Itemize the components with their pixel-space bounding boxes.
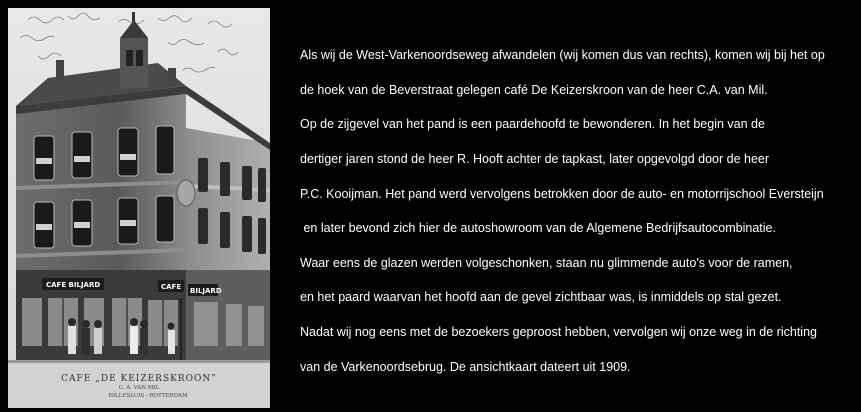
description-line: P.C. Kooijman. Het pand werd vervolgens betrokken door de auto- en motorrijschool Eversteijn: [300, 186, 824, 201]
description-line: Waar eens de glazen werden volgeschonken, staan nu glimmende auto's voor de ramen,: [300, 255, 793, 270]
caption-main: CAFE „DE KEIZERSKROON”: [61, 374, 217, 384]
description-line: Op de zijgevel van het pand is een paardehoofd te bewonderen. In het begin van de: [300, 117, 765, 132]
description-text: [300, 30, 855, 393]
horse-head-medallion: [177, 180, 195, 206]
description-line: en het paard waarvan het hoofd aan de gevel zichtbaar was, is inmiddels op stal gezet.: [300, 290, 782, 305]
sign-right-text: BILJARD: [190, 287, 222, 295]
sign-left-text: CAFE BILJARD: [46, 281, 101, 289]
postcard-illustration: [8, 8, 270, 408]
postcard-photo: [8, 8, 270, 408]
caption-owner: C. A. VAN MIL: [118, 385, 160, 391]
description-line: Nadat wij nog eens met de bezoekers geproost hebben, vervolgen wij onze weg in de richting: [300, 325, 817, 340]
description-line: Als wij de West-Varkenoordseweg afwandelen (wij komen dus van rechts), komen wij bij het op: [300, 48, 825, 63]
caption-place: HILLESLUIS - ROTTERDAM: [108, 393, 188, 399]
sign-mid-text: CAFE: [161, 283, 182, 291]
description-line: de hoek van de Beverstraat gelegen café De Keizerskroon van de heer C.A. van Mil.: [300, 82, 768, 97]
description-line: van de Varkenoordsebrug. De ansichtkaart dateert uit 1909.: [300, 359, 631, 374]
description-line: dertiger jaren stond de heer R. Hooft achter de tapkast, later opgevolgd door de heer: [300, 152, 770, 167]
description-line: en later bevond zich hier de autoshowroom van de Algemene Bedrijfsautocombinatie.: [300, 221, 776, 236]
